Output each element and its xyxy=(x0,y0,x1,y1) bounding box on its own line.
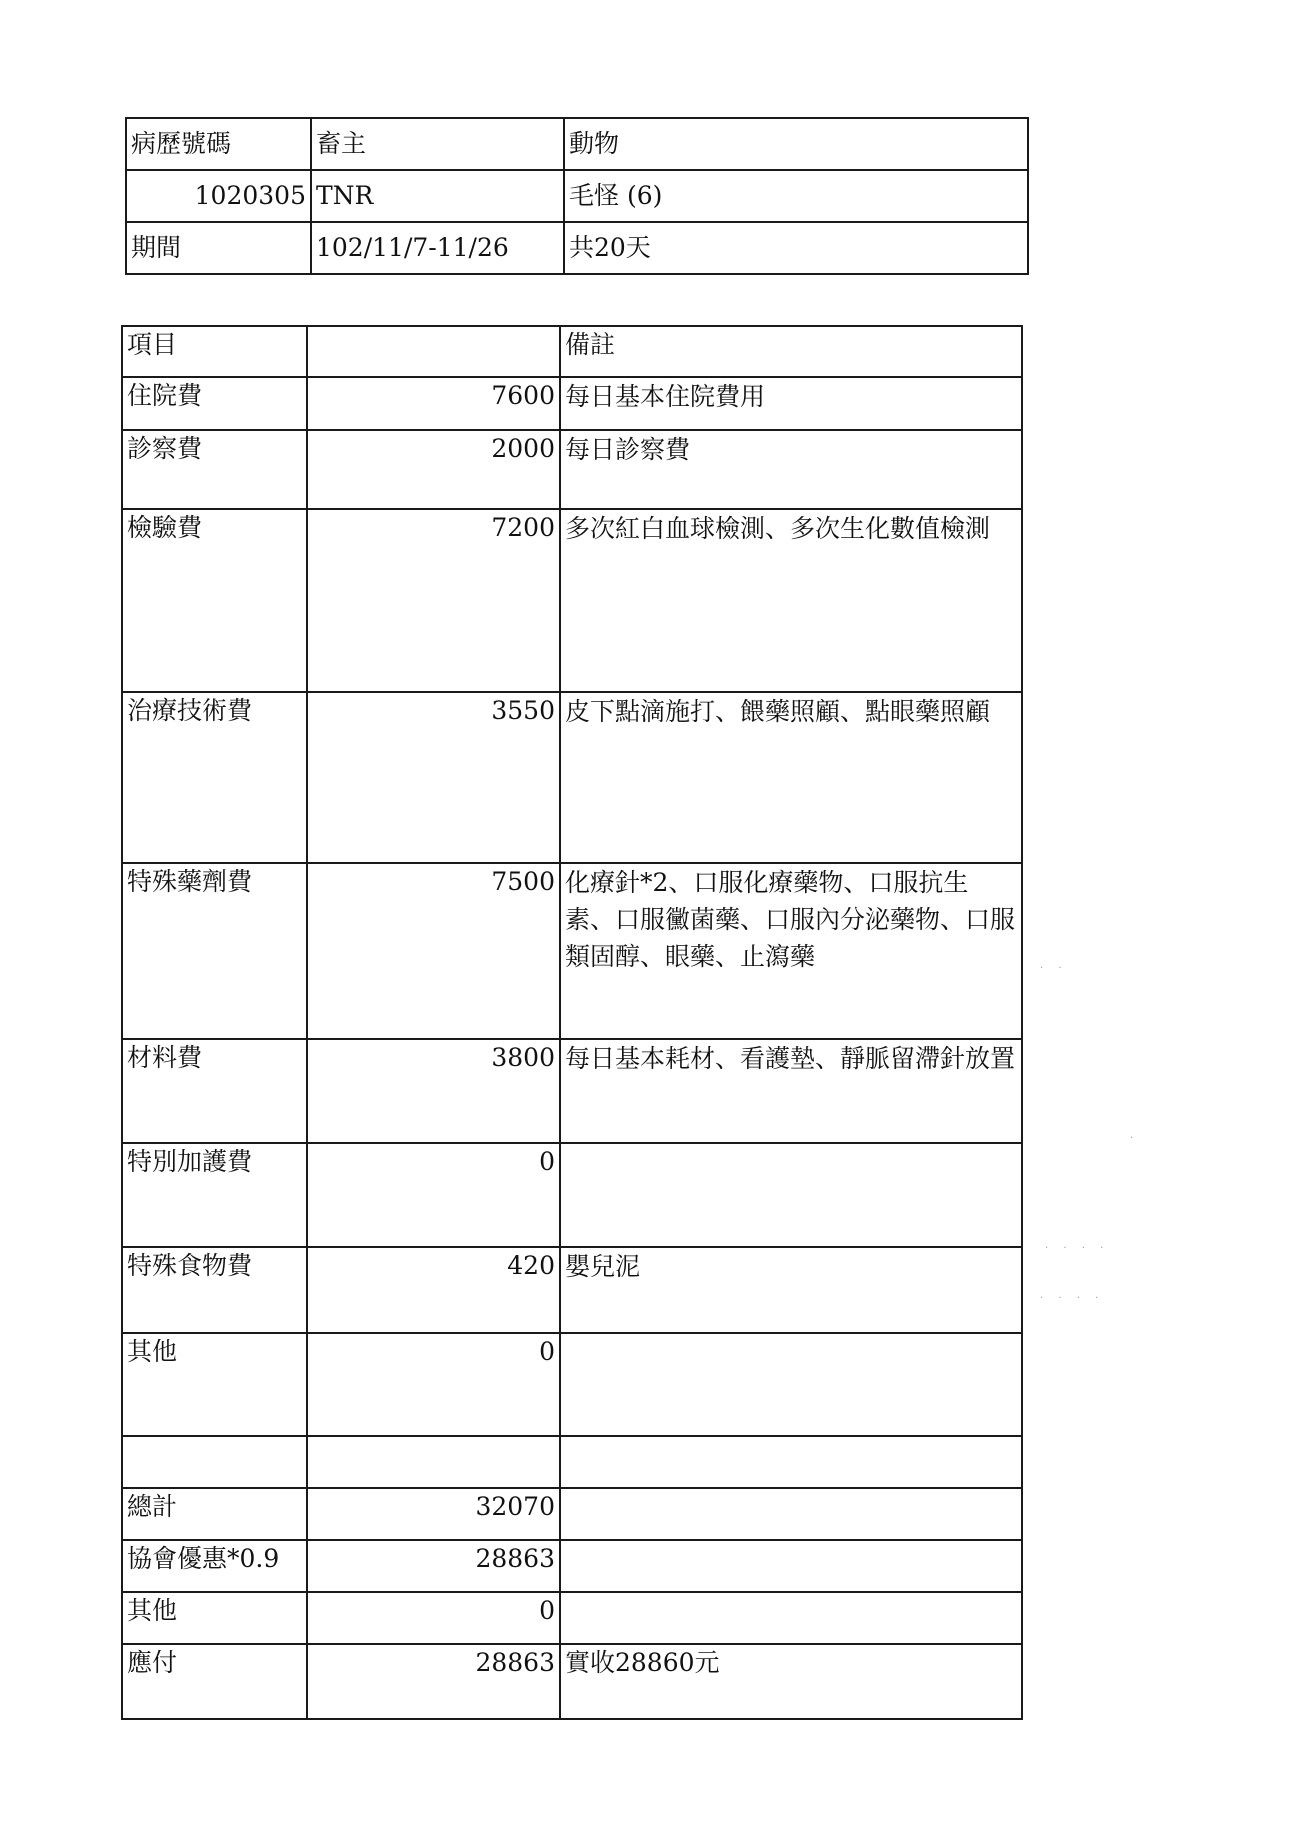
fee-amount: 420 xyxy=(307,1247,560,1333)
period-row xyxy=(126,222,1028,274)
column-header-item: 項目 xyxy=(122,326,307,377)
record-header-table xyxy=(125,117,1029,275)
fee-item: 治療技術費 xyxy=(122,692,307,863)
summary-row-payable xyxy=(122,1644,1022,1719)
fee-note: 化療針*2、口服化療藥物、口服抗生素、口服黴菌藥、口服內分泌藥物、口服類固醇、眼藥、止瀉藥 xyxy=(560,863,1022,1039)
scan-speckle: . . . . xyxy=(1040,1290,1105,1301)
fee-row xyxy=(122,1143,1022,1247)
fee-amount: 7500 xyxy=(307,863,560,1039)
header-label-row xyxy=(126,118,1028,170)
fee-note: 皮下點滴施打、餵藥照顧、點眼藥照顧 xyxy=(560,692,1022,863)
fee-note: 多次紅白血球檢測、多次生化數值檢測 xyxy=(560,509,1022,692)
fee-row xyxy=(122,1039,1022,1143)
column-header-note: 備註 xyxy=(560,326,1022,377)
blank-amount xyxy=(307,1436,560,1488)
summary-note xyxy=(560,1540,1022,1592)
fee-amount: 3550 xyxy=(307,692,560,863)
period-label: 期間 xyxy=(126,222,311,274)
fee-row xyxy=(122,1247,1022,1333)
record-no-label: 病歷號碼 xyxy=(126,118,311,170)
fee-row xyxy=(122,692,1022,863)
fee-amount: 0 xyxy=(307,1143,560,1247)
summary-note xyxy=(560,1488,1022,1540)
blank-note xyxy=(560,1436,1022,1488)
fee-item: 診察費 xyxy=(122,430,307,509)
scan-speckle: . . xyxy=(1040,960,1068,971)
animal-value: 毛怪 (6) xyxy=(564,170,1028,222)
scan-speckle: . xyxy=(1130,1130,1140,1141)
fee-row xyxy=(122,863,1022,1039)
summary-amount: 0 xyxy=(307,1592,560,1644)
fee-note: 每日基本住院費用 xyxy=(560,377,1022,430)
summary-note xyxy=(560,1592,1022,1644)
fee-amount: 0 xyxy=(307,1333,560,1436)
fee-item: 特殊食物費 xyxy=(122,1247,307,1333)
fee-note: 每日診察費 xyxy=(560,430,1022,509)
fee-note xyxy=(560,1143,1022,1247)
period-value: 102/11/7-11/26 xyxy=(311,222,564,274)
summary-row-other xyxy=(122,1592,1022,1644)
summary-item: 應付 xyxy=(122,1644,307,1719)
fee-row xyxy=(122,430,1022,509)
summary-row-total xyxy=(122,1488,1022,1540)
days-value: 共20天 xyxy=(564,222,1028,274)
fee-amount: 7200 xyxy=(307,509,560,692)
fee-amount: 7600 xyxy=(307,377,560,430)
summary-note: 實收28860元 xyxy=(560,1644,1022,1719)
fee-row xyxy=(122,377,1022,430)
record-no-value: 1020305 xyxy=(126,170,311,222)
owner-label: 畜主 xyxy=(311,118,564,170)
fee-item: 住院費 xyxy=(122,377,307,430)
scan-speckle: . . . . xyxy=(1045,1240,1110,1251)
fee-item: 特別加護費 xyxy=(122,1143,307,1247)
fee-note xyxy=(560,1333,1022,1436)
column-header-row xyxy=(122,326,1022,377)
summary-amount: 28863 xyxy=(307,1540,560,1592)
summary-item: 協會優惠*0.9 xyxy=(122,1540,307,1592)
column-header-amount xyxy=(307,326,560,377)
header-value-row xyxy=(126,170,1028,222)
fee-detail-table xyxy=(121,325,1023,1720)
fee-item: 特殊藥劑費 xyxy=(122,863,307,1039)
fee-item: 材料費 xyxy=(122,1039,307,1143)
blank-item xyxy=(122,1436,307,1488)
animal-label: 動物 xyxy=(564,118,1028,170)
fee-row xyxy=(122,509,1022,692)
fee-item: 其他 xyxy=(122,1333,307,1436)
fee-note: 每日基本耗材、看護墊、靜脈留滯針放置 xyxy=(560,1039,1022,1143)
fee-note: 嬰兒泥 xyxy=(560,1247,1022,1333)
summary-amount: 28863 xyxy=(307,1644,560,1719)
fee-item: 檢驗費 xyxy=(122,509,307,692)
summary-amount: 32070 xyxy=(307,1488,560,1540)
summary-row-discount xyxy=(122,1540,1022,1592)
blank-row xyxy=(122,1436,1022,1488)
summary-item: 其他 xyxy=(122,1592,307,1644)
fee-amount: 3800 xyxy=(307,1039,560,1143)
fee-amount: 2000 xyxy=(307,430,560,509)
owner-value: TNR xyxy=(311,170,564,222)
summary-item: 總計 xyxy=(122,1488,307,1540)
fee-row xyxy=(122,1333,1022,1436)
